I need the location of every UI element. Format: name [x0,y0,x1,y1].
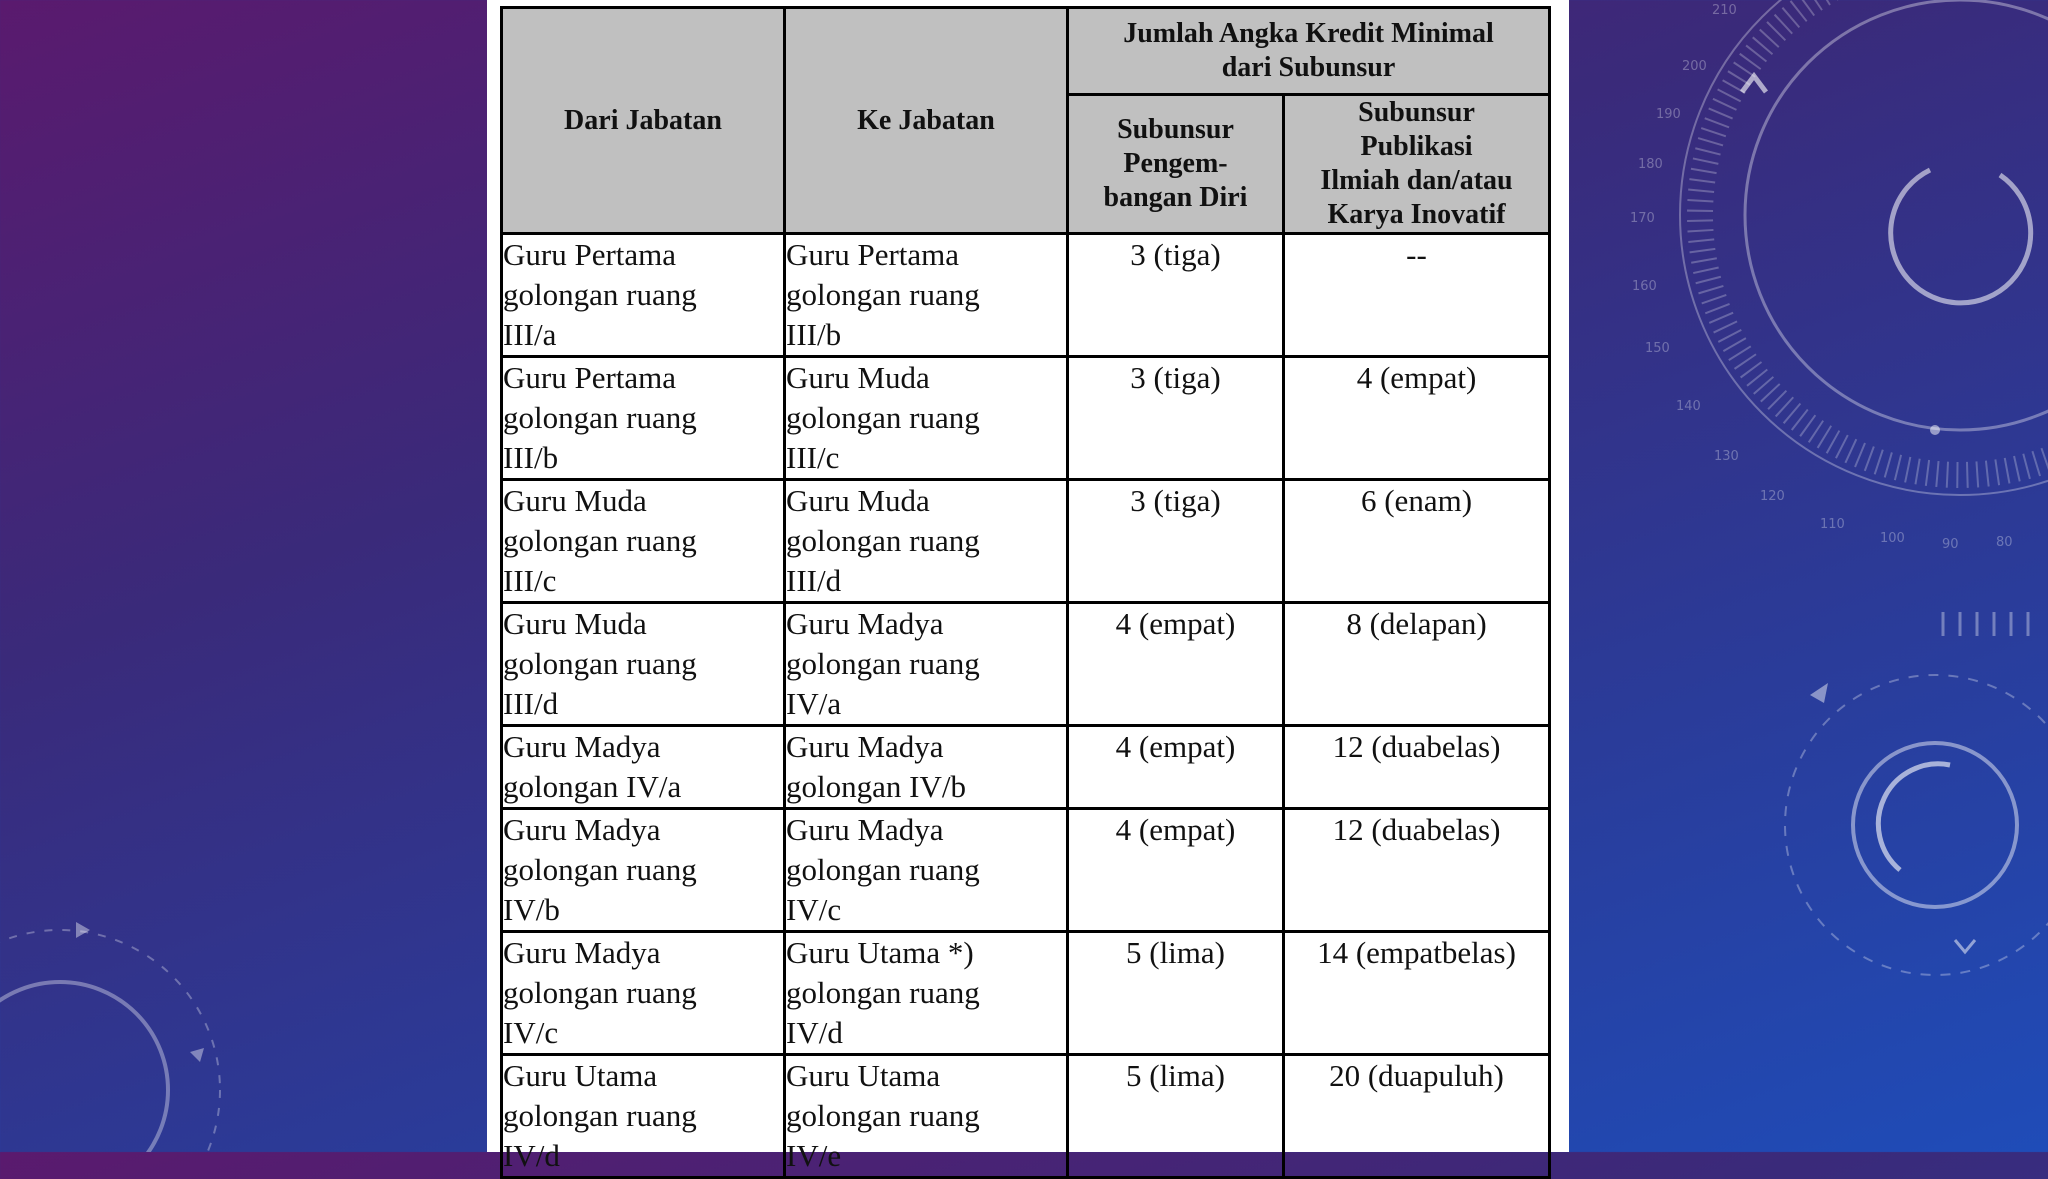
deco-dial-outer [1680,0,2048,495]
svg-text:150: 150 [1645,341,1670,356]
table-row [502,809,1550,932]
cell-to-position: Guru Madya golongan IV/b [785,726,1068,809]
svg-text:160: 160 [1632,279,1657,294]
cell-publication-credit: -- [1284,234,1550,357]
cell-publication-credit: 12 (duabelas) [1284,809,1550,932]
svg-text:140: 140 [1676,399,1701,414]
deco-ring-left-inner [0,982,168,1152]
deco-dial-arc [1891,170,2031,303]
deco-tick-lines [1943,612,2028,636]
cell-to-position: Guru Madya golongan ruang IV/c [785,809,1068,932]
cell-to-position: Guru Muda golongan ruang III/c [785,357,1068,480]
table-row [502,726,1550,809]
table-row [502,480,1550,603]
cell-from-position: Guru Muda golongan ruang III/d [502,603,785,726]
cell-to-position: Guru Utama *) golongan ruang IV/d [785,932,1068,1055]
table-row [502,357,1550,480]
deco-arrow-left-1 [76,922,90,938]
cell-self-development-credit: 5 (lima) [1068,932,1284,1055]
svg-text:100: 100 [1880,531,1905,546]
svg-text:190: 190 [1656,107,1681,122]
svg-text:130: 130 [1714,449,1739,464]
cell-from-position: Guru Pertama golongan ruang III/a [502,234,785,357]
cell-publication-credit: 20 (duapuluh) [1284,1055,1550,1178]
cell-self-development-credit: 3 (tiga) [1068,480,1284,603]
table-row [502,1055,1550,1178]
cell-self-development-credit: 4 (empat) [1068,726,1284,809]
svg-text:120: 120 [1760,489,1785,504]
cell-from-position: Guru Utama golongan ruang IV/d [502,1055,785,1178]
header-from-position: Dari Jabatan [502,8,785,234]
svg-text:200: 200 [1682,59,1707,74]
svg-text:80: 80 [1996,535,2013,550]
cell-self-development-credit: 5 (lima) [1068,1055,1284,1178]
cell-publication-credit: 4 (empat) [1284,357,1550,480]
cell-from-position: Guru Madya golongan IV/a [502,726,785,809]
table-row [502,234,1550,357]
cell-from-position: Guru Pertama golongan ruang III/b [502,357,785,480]
cell-to-position: Guru Pertama golongan ruang III/b [785,234,1068,357]
deco-ring-right-arc [1878,764,1950,870]
cell-publication-credit: 8 (delapan) [1284,603,1550,726]
header-scientific-publication: Subunsur Publikasi Ilmiah dan/atau Karya Inovatif [1284,95,1550,234]
header-to-position: Ke Jabatan [785,8,1068,234]
table-row [502,932,1550,1055]
deco-ring-left-outer [0,930,220,1152]
svg-text:90: 90 [1942,537,1959,552]
cell-publication-credit: 12 (duabelas) [1284,726,1550,809]
svg-text:170: 170 [1630,211,1655,226]
deco-ring-right-mid [1853,743,2017,907]
cell-self-development-credit: 4 (empat) [1068,809,1284,932]
cell-from-position: Guru Muda golongan ruang III/c [502,480,785,603]
cell-to-position: Guru Muda golongan ruang III/d [785,480,1068,603]
cell-self-development-credit: 3 (tiga) [1068,357,1284,480]
deco-arrow-right-1 [1810,683,1828,703]
deco-dial-caret [1742,76,1766,92]
deco-dial-ticks [1700,0,2048,475]
credit-requirement-table [500,6,1551,1179]
header-minimum-credit-group: Jumlah Angka Kredit Minimal dari Subunsur [1068,8,1550,95]
svg-text:180: 180 [1638,157,1663,172]
deco-ring-right-outer [1785,675,2048,975]
cell-from-position: Guru Madya golongan ruang IV/b [502,809,785,932]
cell-self-development-credit: 3 (tiga) [1068,234,1284,357]
deco-arrow-right-2 [1955,940,1975,952]
cell-self-development-credit: 4 (empat) [1068,603,1284,726]
deco-dial-dot [1930,425,1940,435]
svg-text:110: 110 [1820,517,1845,532]
cell-publication-credit: 14 (empatbelas) [1284,932,1550,1055]
svg-text:210: 210 [1712,3,1737,18]
table-row [502,603,1550,726]
cell-to-position: Guru Madya golongan ruang IV/a [785,603,1068,726]
cell-publication-credit: 6 (enam) [1284,480,1550,603]
cell-from-position: Guru Madya golongan ruang IV/c [502,932,785,1055]
deco-arrow-left-2 [190,1048,204,1062]
deco-dial-numbers [1630,3,2013,552]
deco-dial-middle [1745,0,2048,430]
header-self-development: Subunsur Pengem- bangan Diri [1068,95,1284,234]
cell-to-position: Guru Utama golongan ruang IV/e [785,1055,1068,1178]
